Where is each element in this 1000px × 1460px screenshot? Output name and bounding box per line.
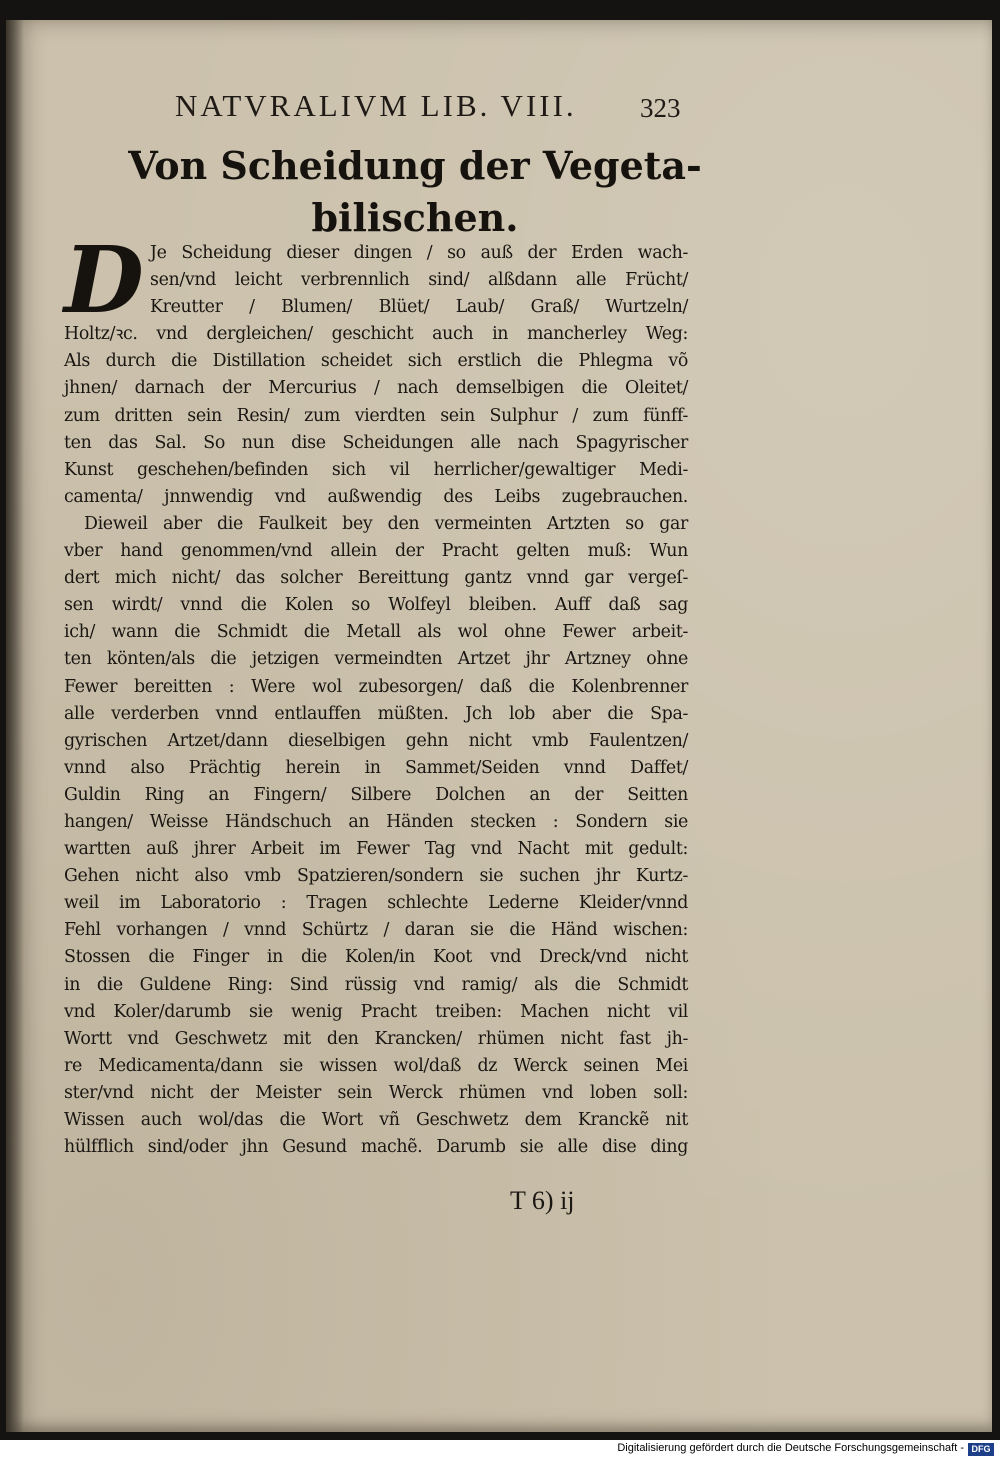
text-line: Dieweil aber die Faulkeit bey den vermeinten Artzten so gar — [84, 513, 688, 534]
text-line: jhnen/ darnach der Mercurius / nach demselbigen die Oleitet/ — [64, 378, 688, 399]
footer-bar — [0, 1440, 1000, 1460]
chapter-title-line-2: bilischen. — [311, 195, 519, 240]
text-line: sen/vnd leicht verbrennlich sind/ alßdann alle Frücht/ — [150, 270, 688, 291]
text-line: Wissen auch wol/das die Wort vñ Geschwetz dem Kranckẽ nit — [64, 1110, 688, 1130]
text-line: sen wirdt/ vnnd die Kolen so Wolfeyl bleiben. Auff daß sag — [64, 595, 688, 616]
text-line: Fewer bereitten : Were wol zubesorgen/ daß die Kolenbrenner — [64, 676, 688, 697]
text-line: in die Guldene Ring: Sind rüssig vnd ramig/ als die Schmidt — [64, 974, 688, 995]
text-line: Fehl vorhangen / vnnd Schürtz / daran sie die Händ wischen: — [64, 920, 688, 941]
drop-cap: D — [64, 226, 144, 334]
signature-mark: T 6) ij — [510, 1186, 575, 1215]
text-line: Guldin Ring an Fingern/ Silbere Dolchen an der Seitten — [64, 784, 688, 805]
text-line: ten könten/als die jetzigen vermeindten Artzet jhr Artzney ohne — [64, 649, 688, 670]
text-line: ster/vnd nicht der Meister sein Werck rhümen vnd loben soll: — [64, 1082, 688, 1103]
text-line: dert mich nicht/ das solcher Bereittung gantz vnnd gar vergeſ- — [64, 568, 688, 589]
text-line: Je Scheidung dieser dingen / so auß der Erden wach- — [150, 243, 688, 263]
text-line: vnd Koler/darumb sie wenig Pracht treiben: Machen nicht vil — [64, 1001, 688, 1022]
text-line: ich/ wann die Schmidt die Metall als wol ohne Fewer arbeit- — [64, 622, 688, 643]
dfg-logo: DFG — [968, 1443, 994, 1456]
chapter-title — [110, 140, 720, 244]
text-line: gyrischen Artzet/dann dieselbigen gehn nicht vmb Faulentzen/ — [64, 730, 688, 751]
text-line: Als durch die Distillation scheidet sich erstlich die Phlegma võ — [64, 351, 688, 372]
text-line: hangen/ Weisse Händschuch an Händen stecken : Sondern sie — [64, 811, 688, 832]
text-line: weil im Laboratorio : Tragen schlechte Lederne Kleider/vnnd — [64, 893, 688, 914]
text-line: vnnd also Prächtig herein in Sammet/Seiden vnnd Daffet/ — [64, 757, 688, 778]
text-line: wartten auß jhrer Arbeit im Fewer Tag vnd Nacht mit gedult: — [64, 839, 688, 860]
text-line: hülfflich sind/oder jhn Gesund machẽ. Darumb sie alle dise ding — [64, 1137, 688, 1158]
body-text — [64, 226, 688, 1161]
running-head — [175, 88, 695, 128]
text-line: Wortt vnd Geschwetz mit den Krancken/ rhümen nicht fast jh- — [64, 1028, 688, 1049]
text-line: Kreutter / Blumen/ Blüet/ Laub/ Graß/ Wurtzeln/ — [150, 297, 688, 318]
text-line: zum dritten sein Resin/ zum vierdten sein Sulphur / zum fünff- — [64, 405, 688, 426]
text-line: vber hand genommen/vnd allein der Pracht gelten muß: Wun — [64, 541, 688, 562]
text-line: re Medicamenta/dann sie wissen wol/daß dz Werck seinen Mei — [64, 1055, 688, 1076]
chapter-title-line-1: Von Scheidung der Vegeta- — [128, 143, 702, 188]
funding-credit: Digitalisierung gefördert durch die Deutsche Forschungsgemeinschaft - — [617, 1442, 964, 1454]
page-gutter-shadow — [6, 20, 24, 1432]
text-line: Gehen nicht also vmb Spatzieren/sondern sie suchen jhr Kurtz- — [64, 866, 688, 887]
text-line: Holtz/ꝛc. vnd dergleichen/ geschicht auch in mancherley Weg: — [64, 324, 688, 345]
text-line: alle verderben vnnd entlauffen müßten. Jch lob aber die Spa- — [64, 703, 688, 724]
text-line: ten das Sal. So nun dise Scheidungen alle nach Spagyrischer — [64, 432, 688, 453]
running-title: NATVRALIVM LIB. VIII. — [175, 88, 577, 123]
text-line: camenta/ jnnwendig vnd außwendig des Leibs zugebrauchen. — [64, 486, 688, 507]
page-number: 323 — [640, 93, 681, 123]
text-line: Stossen die Finger in die Kolen/in Koot vnd Dreck/vnd nicht — [64, 947, 688, 968]
text-line: Kunst geschehen/befinden sich vil herrlicher/gewaltiger Medi- — [64, 459, 688, 480]
